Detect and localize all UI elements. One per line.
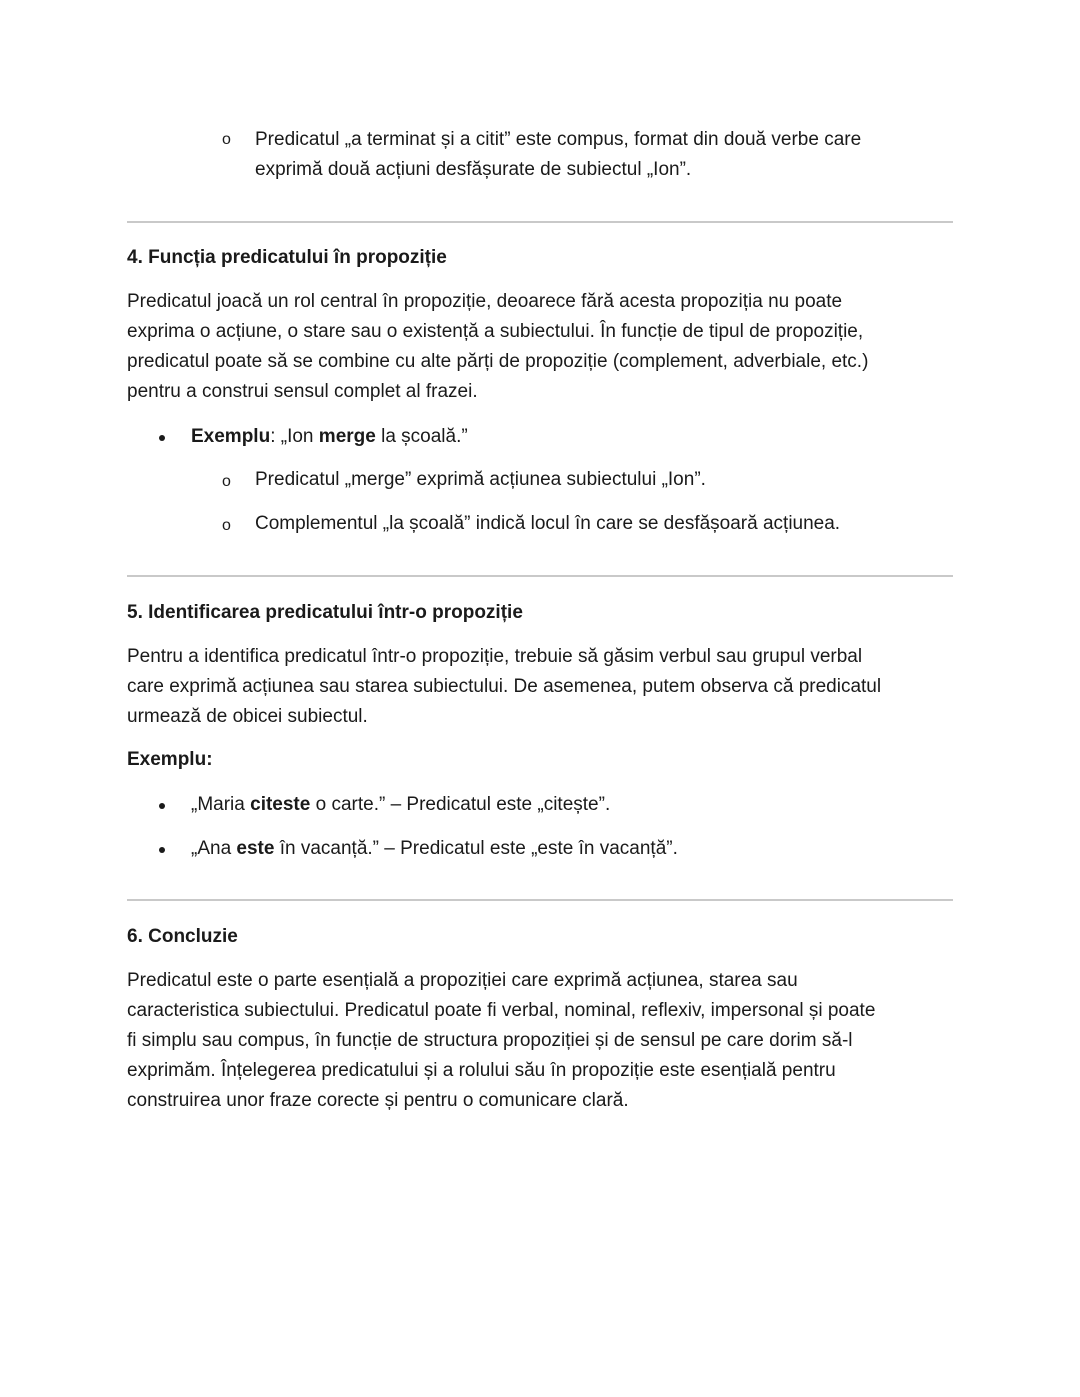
example-bold: este [236, 838, 275, 859]
bullet-dot-icon [159, 435, 165, 441]
section-6-paragraph-line: exprimăm. Înțelegerea predicatului și a rolului său în propoziție este esențială pentru [127, 1060, 836, 1081]
hollow-bullet-icon: o [222, 473, 231, 490]
horizontal-divider [127, 575, 953, 577]
horizontal-divider [127, 899, 953, 901]
section-5-example-item [191, 834, 678, 864]
bullet-dot-icon [159, 847, 165, 853]
example-pre: „Ion [275, 426, 319, 447]
example-bold: citeste [250, 794, 311, 815]
hollow-bullet-icon: o [222, 131, 231, 148]
continuation-line-1: Predicatul „a terminat și a citit” este compus, format din două verbe care [255, 129, 862, 150]
continuation-line-2: exprimă două acțiuni desfășurate de subiectul „Ion”. [255, 159, 692, 180]
section-5-paragraph-line: care exprimă acțiunea sau starea subiectului. De asemenea, putem observa că predicatul [127, 676, 882, 697]
example-pre: „Ana [191, 838, 237, 859]
section-6-paragraph-line: Predicatul este o parte esențială a propoziției care exprimă acțiunea, starea sau [127, 970, 798, 991]
section-4-subitem: Complementul „la școală” indică locul în care se desfășoară acțiunea. [255, 513, 841, 534]
example-bold: merge [318, 426, 376, 447]
section-4-paragraph-line: pentru a construi sensul complet al frazei. [127, 381, 478, 402]
section-6-paragraph-line: caracteristica subiectului. Predicatul poate fi verbal, nominal, reflexiv, impersonal și poate [127, 1000, 876, 1021]
section-4-example [191, 422, 468, 452]
section-6-paragraph-line: fi simplu sau compus, în funcție de structura propoziției și de sensul pe care dorim să-l [127, 1030, 853, 1051]
bullet-dot-icon [159, 803, 165, 809]
section-4-paragraph-line: predicatul poate să se combine cu alte părți de propoziție (complement, adverbiale, etc.) [127, 351, 869, 372]
section-4-paragraph-line: exprima o acțiune, o stare sau o existență a subiectului. În funcție de tipul de propoziție, [127, 321, 864, 342]
example-post: în vacanță.” – Predicatul este „este în vacanță”. [274, 838, 678, 859]
section-5-heading: 5. Identificarea predicatului într-o propoziție [127, 602, 523, 623]
example-post: o carte.” – Predicatul este „citește”. [310, 794, 611, 815]
example-colon: : [270, 426, 276, 447]
section-4-paragraph-line: Predicatul joacă un rol central în propoziție, deoarece fără acesta propoziția nu poate [127, 291, 843, 312]
hollow-bullet-icon: o [222, 517, 231, 534]
example-pre: „Maria [191, 794, 251, 815]
section-5-example-label: Exemplu: [127, 749, 213, 770]
section-6-heading: 6. Concluzie [127, 926, 238, 947]
horizontal-divider [127, 221, 953, 223]
section-4-subitem: Predicatul „merge” exprimă acțiunea subiectului „Ion”. [255, 469, 706, 490]
section-6-paragraph-line: construirea unor fraze corecte și pentru o comunicare clară. [127, 1090, 629, 1111]
example-post: la școală.” [375, 426, 468, 447]
section-5-paragraph-line: urmează de obicei subiectul. [127, 706, 368, 727]
section-5-example-item [191, 790, 610, 820]
section-5-paragraph-line: Pentru a identifica predicatul într-o propoziție, trebuie să găsim verbul sau grupul verbal [127, 646, 863, 667]
example-label: Exemplu [191, 426, 271, 447]
section-4-heading: 4. Funcția predicatului în propoziție [127, 247, 447, 268]
